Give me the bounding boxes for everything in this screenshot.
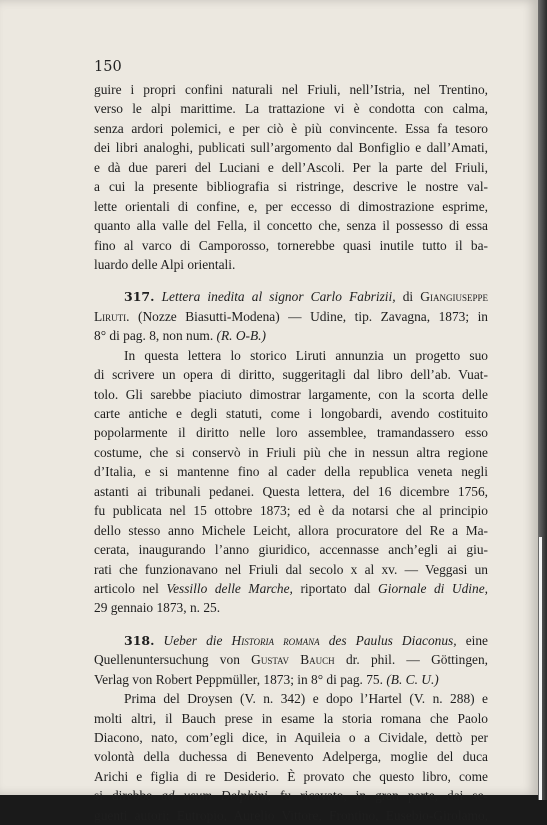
page-number: 150 (94, 59, 122, 75)
entry-number: 317. (124, 289, 155, 305)
entry-317 (94, 287, 488, 617)
text-line: lette orientali di confine, e, per eccesso di dimostrazione esprime, (94, 198, 488, 214)
text-line: Quellenuntersuchung von Gustav Bauch dr. phil. — Göttingen, (94, 652, 488, 668)
text-line: di scrivere un opera di diritto, suggeritagli dal libro dell’ab. Vuat- (94, 367, 488, 383)
text-line: a cui la presente bibliografia si ristringe, descrive le nostre val- (94, 179, 488, 195)
text-line: guenti autori: Eutropio, Aurelio Vittore, Frontino, Eusebio-Girolamo, (94, 807, 488, 823)
text-line: e dà due pareri del Luciani e dell’Ascoli. Per la parte del Friuli, (94, 159, 488, 175)
entry-number: 318. (124, 632, 155, 648)
siglum: (B. C. U.) (386, 671, 439, 687)
text-line: Prima del Droysen (V. n. 342) e dopo l’Hartel (V. n. 288) e (124, 691, 488, 707)
text-line: guire i propri confini naturali nel Friuli, nell’Istria, nel Trentino, (94, 82, 488, 97)
text-line: Diacono, nato, com’egli dice, in Aquileia o a Cividale, dettò per (94, 730, 488, 745)
text-line: d’Italia, e si mantenne fino al cader della republica veneta negli (94, 464, 488, 480)
page-text (94, 80, 488, 825)
entry-author: Giangiuseppe (420, 289, 488, 305)
text-line: In questa lettera lo storico Liruti annunzia un progetto suo (124, 347, 488, 363)
text-line: dello stesso anno Michele Leicht, allora procuratore del Re a Ma- (94, 522, 488, 538)
text-line: popolarmente il diritto nelle loro assemblee, tramandassero esso (94, 425, 488, 441)
siglum: (R. O-B.) (216, 328, 266, 344)
text-line: Verlag von Robert Peppmüller, 1873; in 8° di pag. 75. (B. C. U.) (94, 671, 439, 687)
entry-318 (94, 631, 488, 825)
text-line: tolo. Gli sarebbe piaciuto dimostrar largamente, con la scorta delle (94, 386, 488, 402)
text-line: si direbbe ad usum Delphini, fu ricavato, in gran parte, dai se- (94, 788, 488, 804)
intro-paragraph (94, 80, 488, 274)
text-line: senza ardori polemici, e per ciò è più convincente. Essa fa tesoro (94, 120, 488, 136)
text-line: 8° di pag. 8, non num. (R. O-B.) (94, 328, 266, 344)
text-line: fu publicata nel 15 ottobre 1873; ed è da notarsi che al principio (94, 503, 488, 519)
text-line: quanto alla valle del Fella, il concetto che, senza il possesso di essa (94, 218, 488, 234)
entry-title: Lettera inedita al signor Carlo Fabrizii, (161, 289, 396, 305)
text-line: molti altri, il Bauch prese in esame la storia romana che Paolo (94, 710, 488, 726)
text-line: astanti ai tribunali pedanei. Questa lettera, del 16 dicembre 1756, (94, 483, 488, 499)
text-line: fino al varco di Camporosso, tornerebbe quasi inutile tutto il ba- (94, 237, 488, 253)
text-line: 29 gennaio 1873, n. 25. (94, 600, 221, 616)
text-line: rati che funzionavano nel Friuli dal secolo x al xv. — Veggasi un (94, 561, 488, 577)
text-line: carte antiche e degli statuti, come i longobardi, avendo costituito (94, 406, 488, 421)
text-line: luardo delle Alpi orientali. (94, 256, 236, 272)
entry-heading: 317. Lettera inedita al signor Carlo Fabrizii, di Giangiuseppe (124, 289, 488, 305)
text-line: dei libri analoghi, publicati sull’argomento dal Bonfiglio e dall’Amati, (94, 140, 488, 156)
text-line: volontà della duchessa di Benevento Adelperga, moglie del duca (94, 749, 488, 765)
text-line: Liruti. (Nozze Biasutti-Modena) — Udine, tip. Zavagna, 1873; in (94, 308, 488, 324)
text-line: costume, che si conservò in Friuli più che in nessun altra regione (94, 444, 488, 460)
text-line: articolo nel Vessillo delle Marche, riportato dal Giornale di Udine, (94, 580, 488, 596)
text-line: verso le alpi marittime. La trattazione vi è condotta con calma, (94, 101, 488, 117)
scan-edge-marker (539, 537, 542, 800)
text-line: Arichi e figlia di re Desiderio. È provato che questo libro, come (94, 768, 488, 784)
text-line: cerata, inaugurando l’anno giuridico, accennasse anch’egli ai giu- (94, 542, 488, 558)
entry-heading: 318. Ueber die Historia romana des Paulus Diaconus, eine (124, 632, 489, 648)
entry-author: Gustav Bauch (251, 652, 335, 668)
